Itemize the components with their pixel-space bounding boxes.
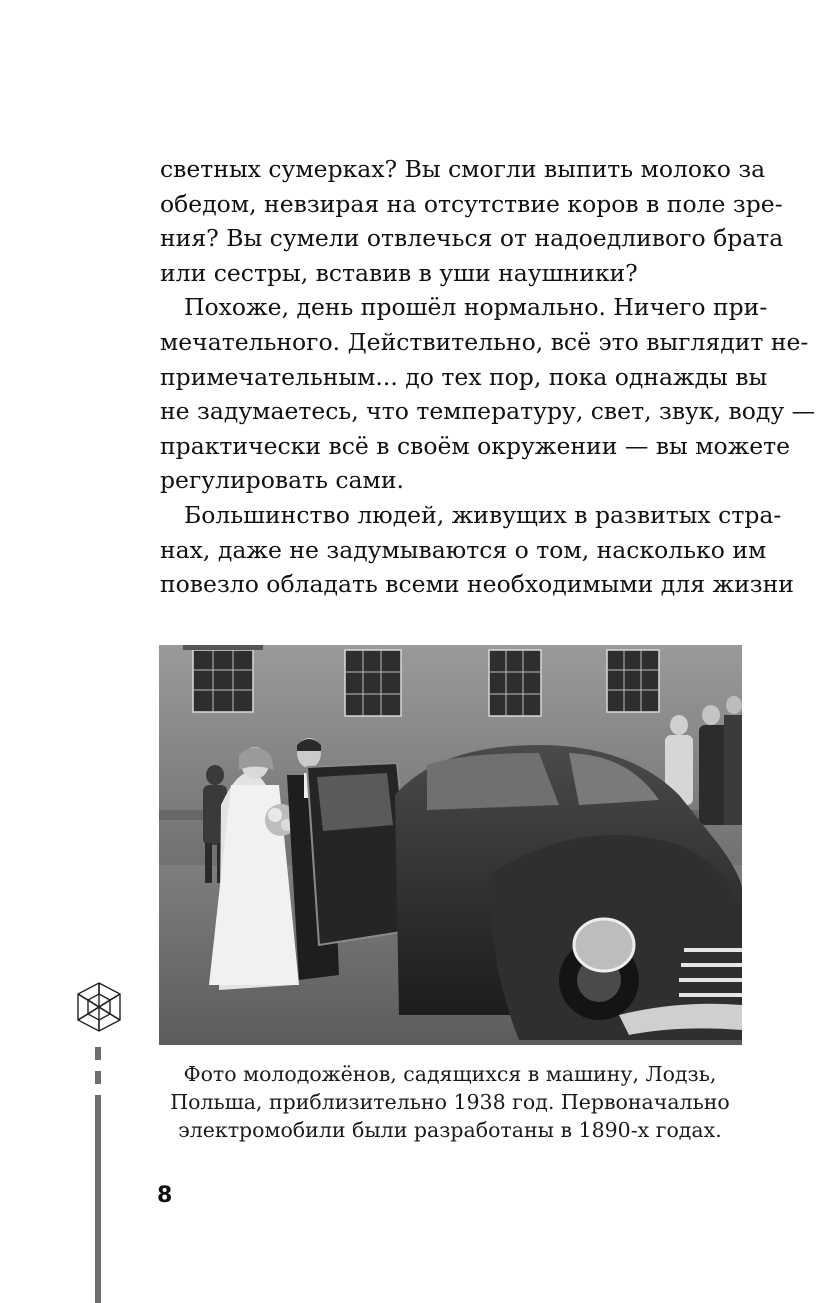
- paragraph: [160, 290, 816, 498]
- caption-line: Польша, приблизительно 1938 год. Первоначально: [170, 1090, 730, 1114]
- paragraph: [160, 152, 784, 290]
- text-line: обедом, невзирая на отсутствие коров в поле зре-: [160, 189, 783, 218]
- text-line: светных сумерках? Вы смогли выпить молоко за: [160, 155, 766, 183]
- text-line: или сестры, вставив в уши наушники?: [160, 258, 638, 287]
- side-bar-dash: [95, 1047, 101, 1060]
- text-line: мечательного. Действительно, всё это выглядит не-: [160, 327, 809, 356]
- caption-line: Фото молодожёнов, садящихся в машину, Лодзь,: [183, 1062, 717, 1086]
- paragraph: [160, 498, 794, 602]
- text-line: примечательным... до тех пор, пока однажды вы: [160, 362, 768, 391]
- photo-illustration: [159, 645, 742, 1045]
- text-line: регулировать сами.: [160, 466, 404, 495]
- side-bar-dash: [95, 1071, 101, 1084]
- text-line: нах, даже не задумываются о том, насколько им: [160, 535, 767, 564]
- text-line: ния? Вы сумели отвлечься от надоедливого брата: [160, 224, 784, 253]
- side-bar: [95, 1095, 101, 1303]
- wedding-car-photo: [159, 645, 742, 1045]
- text-line: Похоже, день прошёл нормально. Ничего при-: [184, 293, 768, 322]
- text-line: не задумаетесь, что температуру, свет, звук, воду —: [160, 397, 816, 426]
- text-line: повезло обладать всеми необходимыми для жизни: [160, 570, 794, 599]
- text-line: Большинство людей, живущих в развитых стра-: [184, 500, 782, 529]
- caption-line: электромобили были разработаны в 1890-х годах.: [178, 1118, 722, 1142]
- text-line: практически всё в своём окружении — вы можете: [160, 431, 791, 460]
- body-text: [160, 152, 816, 602]
- photo-caption: [150, 1060, 750, 1144]
- hypercube-icon: [72, 980, 126, 1034]
- page-number: 8: [157, 1183, 173, 1208]
